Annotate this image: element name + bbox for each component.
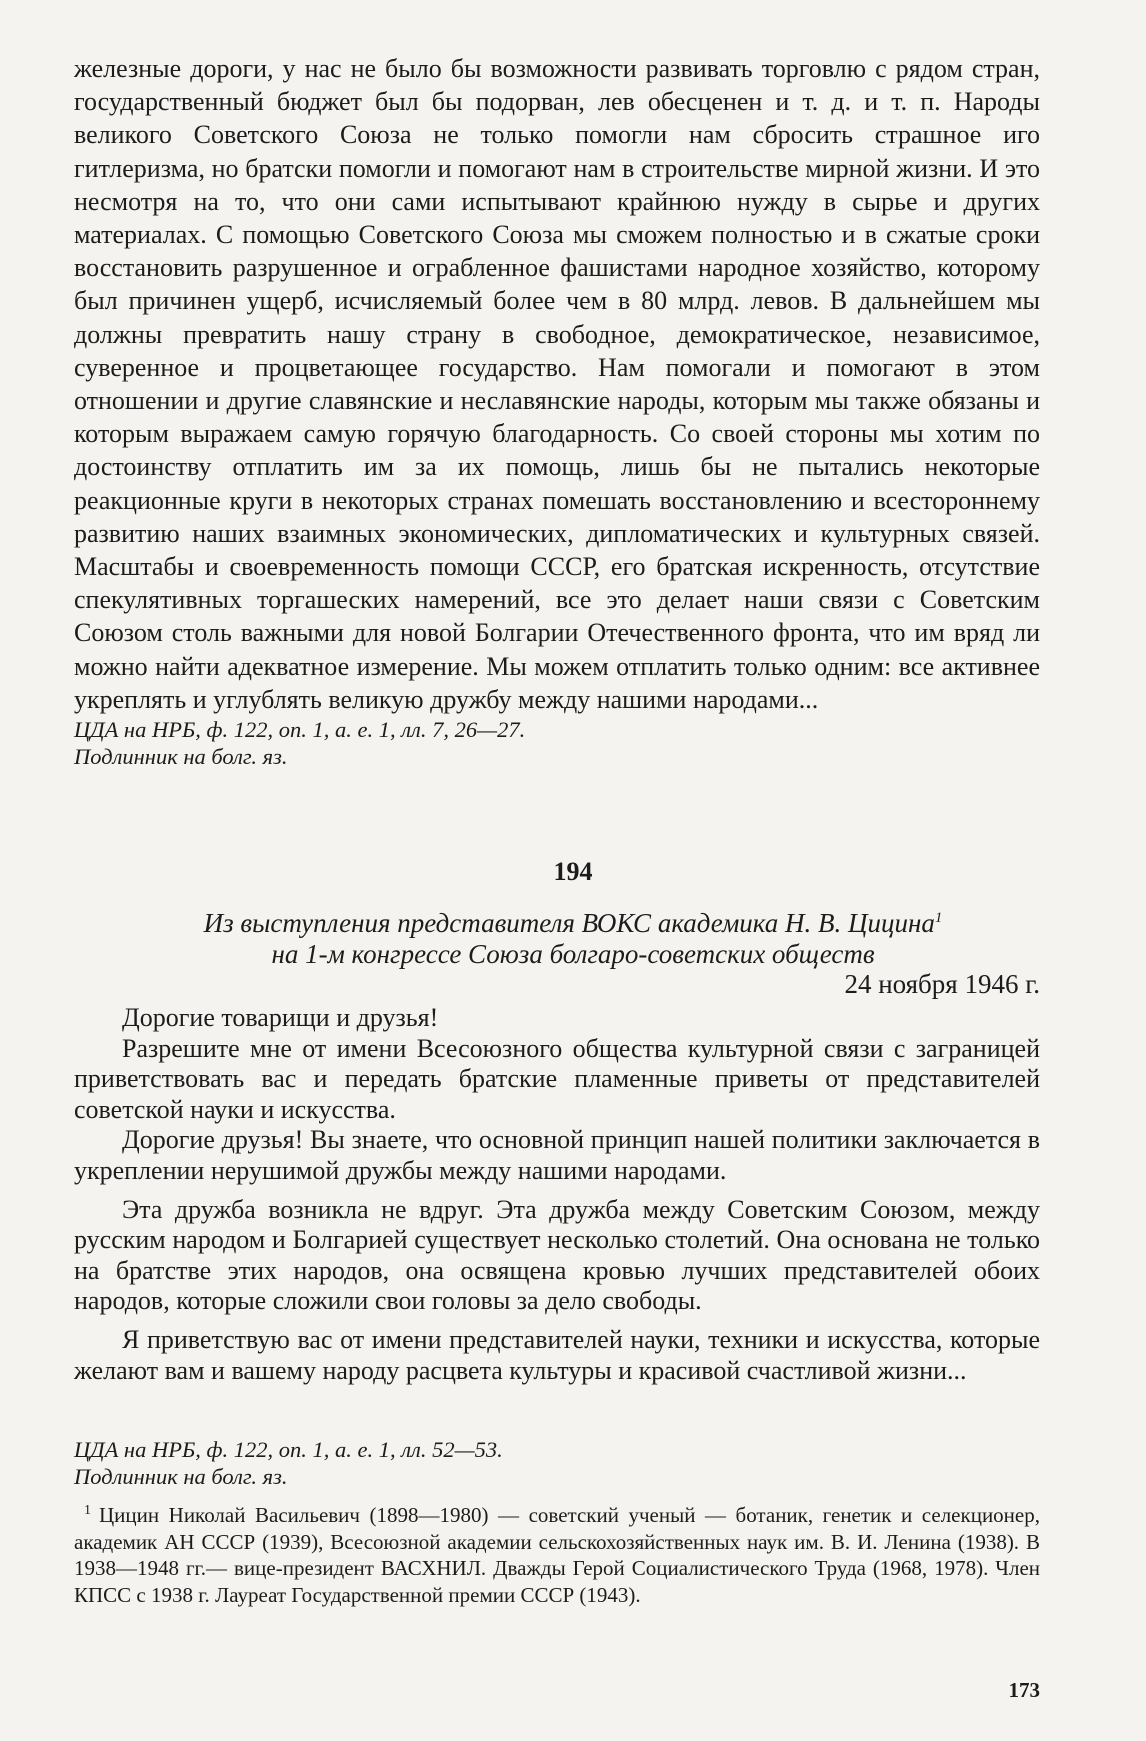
document-title [0, 903, 1146, 970]
speech-paragraph: Разрешите мне от имени Всесоюзного общества культурной связи с заграницей приветствовать вас и передать братские пламенные приветы от представителей советской науки и искусства. [74, 1033, 1040, 1124]
source-archive-ref: ЦДА на НРБ, ф. 122, оп. 1, а. е. 1, лл. 52—53. [74, 1437, 503, 1462]
source-original-note: Подлинник на болг. яз. [74, 744, 288, 769]
document-date: 24 ноября 1946 г. [844, 969, 1040, 999]
speech-paragraph: Я приветствую вас от имени представителей науки, техники и искусства, которые желают вам и вашему народу расцвета культуры и красивой счастливой жизни... [74, 1324, 1040, 1385]
speech-paragraph: Дорогие друзья! Вы знаете, что основной принцип нашей политики заключается в укреплении нерушимой дружбы между нашими народами. [74, 1125, 1040, 1185]
title-line-2: на 1-м конгрессе Союза болгаро-советских обществ [271, 939, 875, 969]
source-archive-ref: ЦДА на НРБ, ф. 122, оп. 1, а. е. 1, лл. 7, 26—27. [74, 717, 526, 742]
speech-body [74, 1003, 1040, 1386]
footnote-mark: 1 [84, 1503, 91, 1518]
document-number: 194 [553, 857, 593, 886]
continuation-paragraph: железные дороги, у нас не было бы возможности развивать торговлю с рядом стран, государственный бюджет был бы подорван, лев обесценен и т. д. и т. п. Народы великого Советского Союза не только помогли нам сбросить страшное иго гитлеризма, но братски помогли и помогают нам в строительстве мирной жизни. И это несмотря на то, что они сами испытывают крайнюю нужду в сырье и других материалах. С помощью Советского Союза мы сможем полностью и в сжатые сроки восстановить разрушенное и ограбленное фашистами народное хозяйство, которому был причинен ущерб, исчисляемый более чем в 80 млрд. левов. В дальнейшем мы должны превратить нашу страну в свободное, демократическое, независимое, суверенное и процветающее государство. Нам помогали и помогают в этом отношении и другие славянские и неславянские народы, которым мы также обязаны и которым выражаем самую горячую благодарность. Со своей стороны мы хотим по достоинству отплатить им за их помощь, лишь бы не пытались некоторые реакционные круги в некоторых странах помешать восстановлению и всестороннему развитию наших взаимных экономических, дипломатических и культурных связей. Масштабы и своевременность помощи СССР, его братская искренность, отсутствие спекулятивных торгашеских намерений, все это делает наши связи с Советским Союзом столь важными для новой Болгарии Отечественного фронта, что им вряд ли можно найти адекватное измерение. Мы можем отплатить только одним: все активнее укреплять и углублять великую дружбу между нашими народами... [74, 54, 1040, 714]
speech-paragraph: Эта дружба возникла не вдруг. Эта дружба между Советским Союзом, между русским народом и Болгарией существует несколько столетий. Она основана не только на братстве этих народов, она освящена кровью лучших представителей обоих народов, которые сложили свои головы за дело свободы. [74, 1194, 1040, 1316]
continuation-text [74, 52, 1040, 716]
title-line-1: Из выступления представителя ВОКС академика Н. В. Цицина [203, 908, 935, 938]
page-number: 173 [1008, 1678, 1040, 1702]
document-source [74, 1436, 974, 1490]
footnote-reference[interactable]: 1 [934, 910, 943, 926]
footnote [74, 1498, 1040, 1608]
footnote-text: Цицин Николай Васильевич (1898—1980) — советский ученый — ботаник, генетик и селекционер, академик АН СССР (1939), Всесоюзной академии сельскохозяйственных наук им. В. И. Ленина (1938). В 1938—1948 гг.— вице-президент ВАСХНИЛ. Дважды Герой Социалистического Труда (1968, 1978). Член КПСС с 1938 г. Лауреат Государственной премии СССР (1943). [74, 1503, 1040, 1607]
continuation-source [74, 716, 974, 770]
speech-paragraph: Дорогие товарищи и друзья! [122, 1003, 439, 1032]
source-original-note: Подлинник на болг. яз. [74, 1464, 288, 1489]
